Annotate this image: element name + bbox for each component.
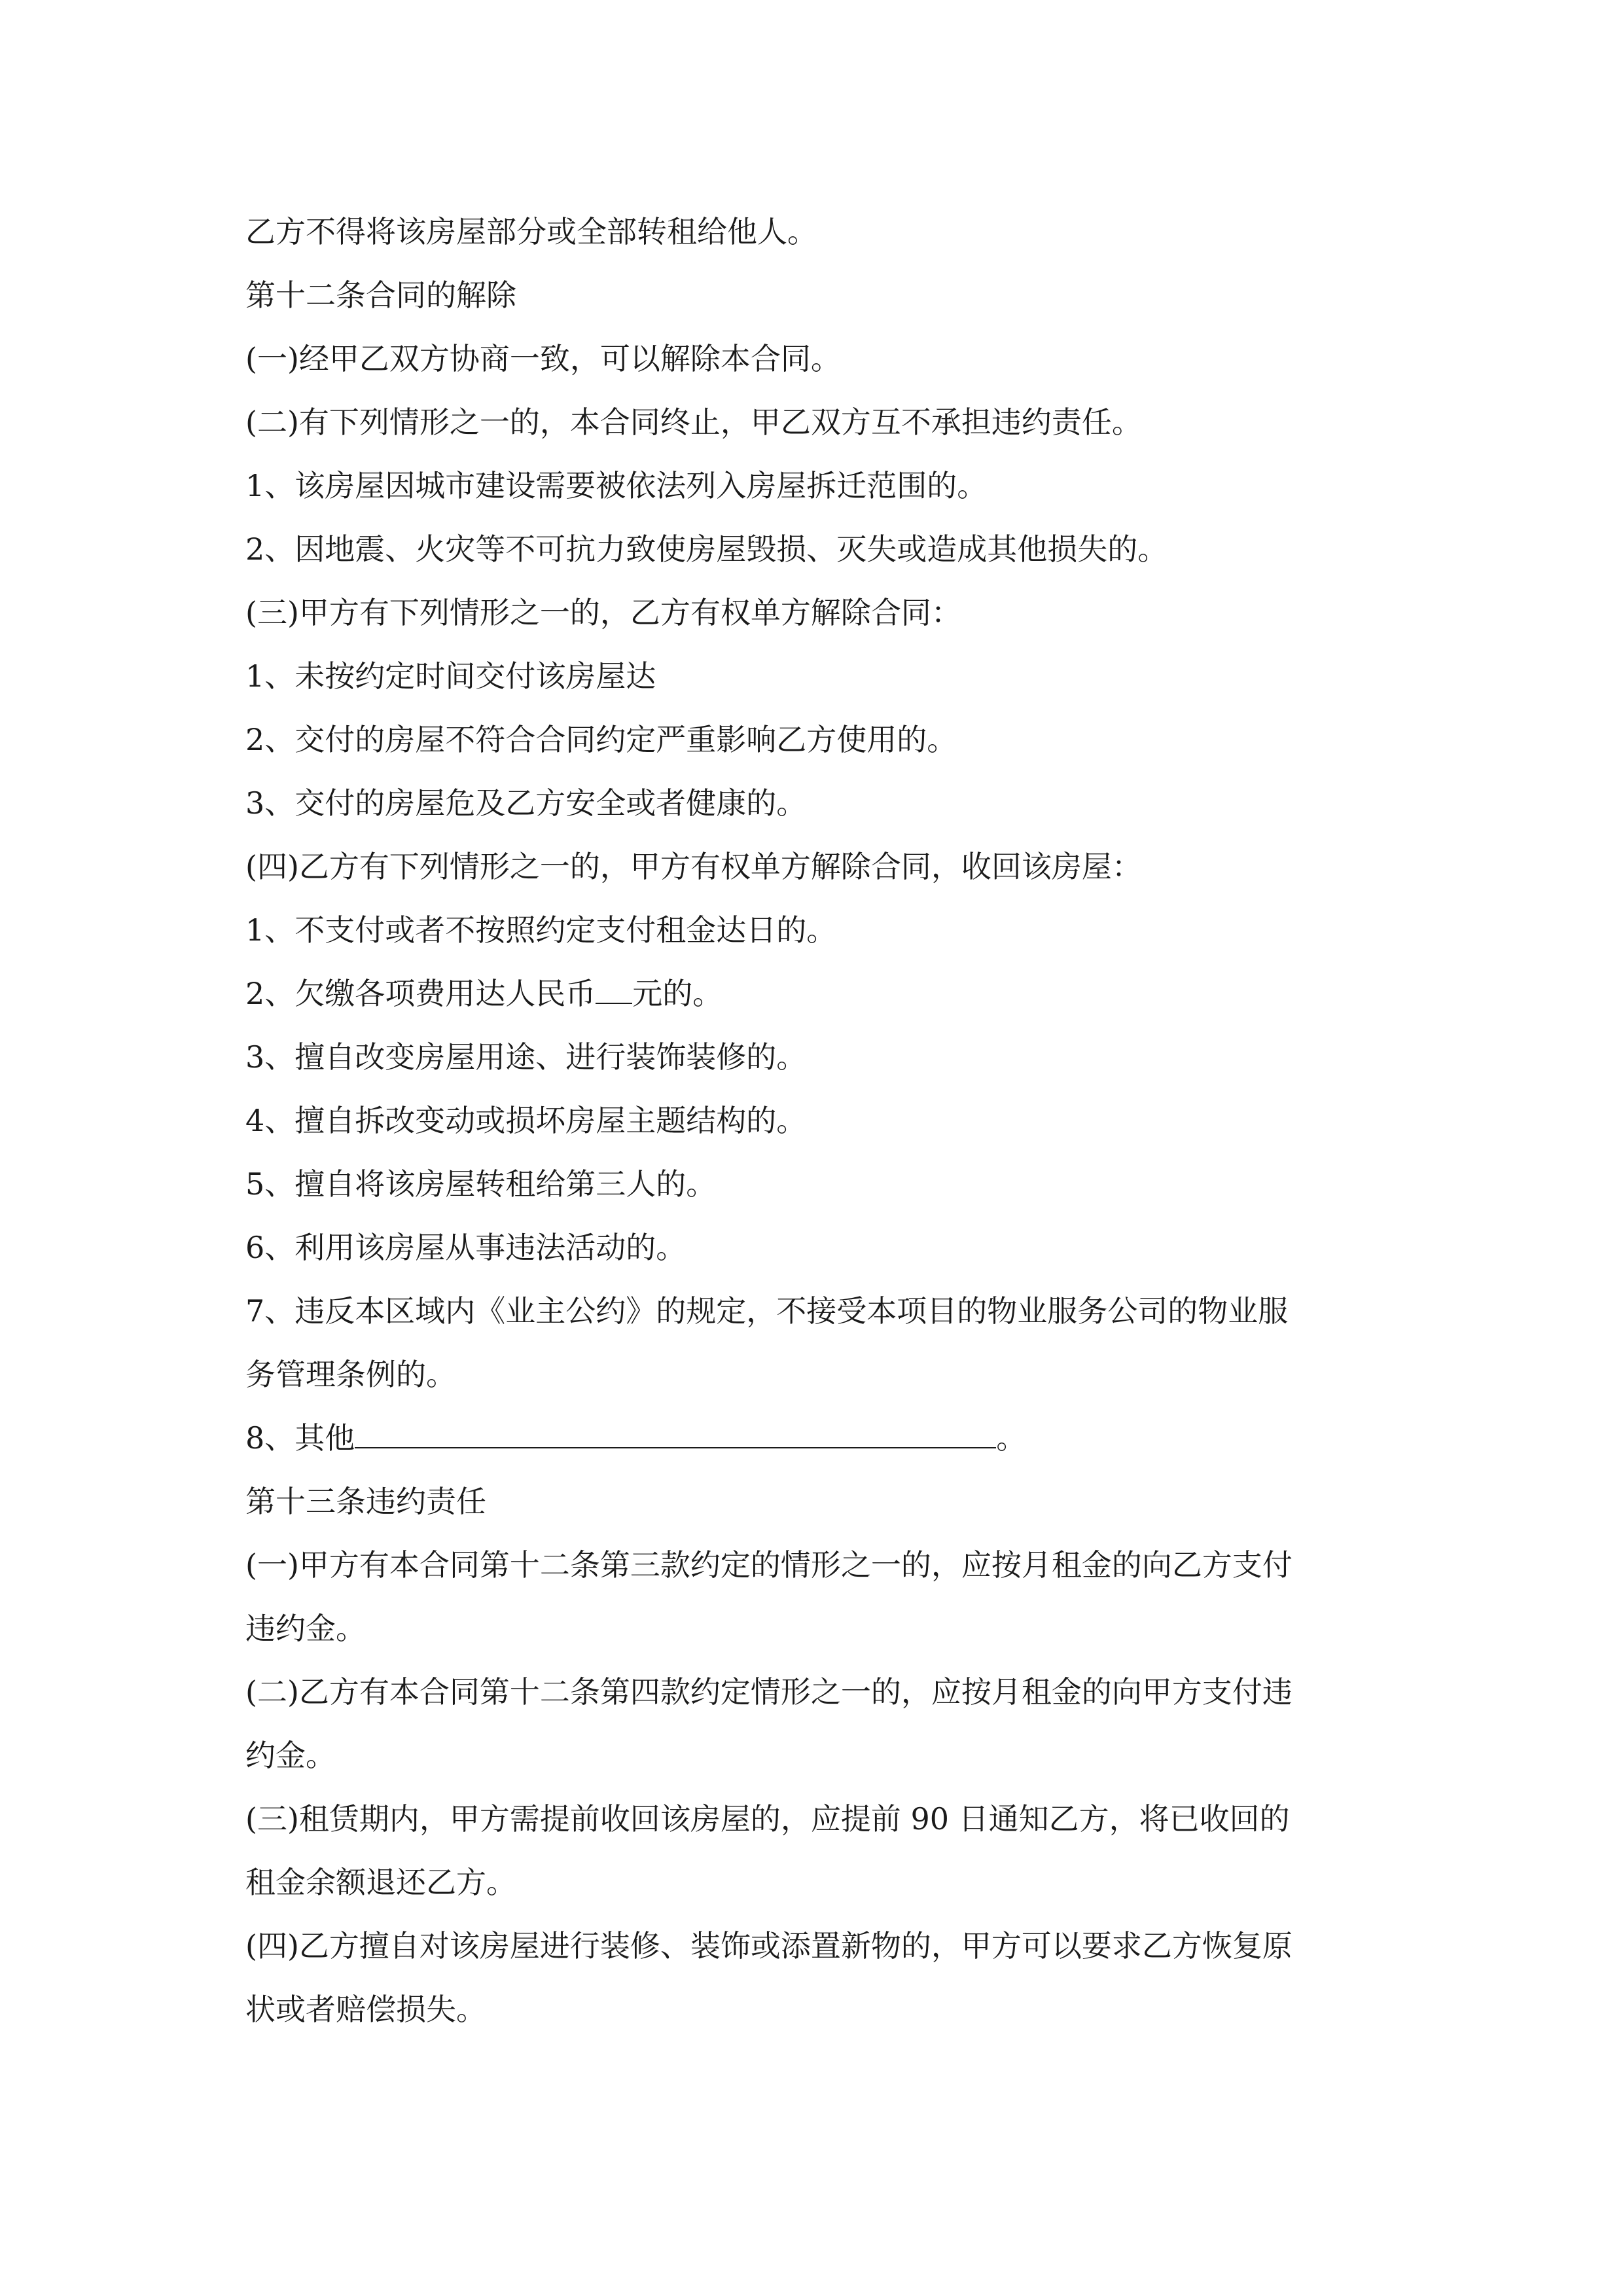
text-line: 5、擅自将该房屋转租给第三人的。	[245, 1166, 717, 1202]
text-line: 乙方不得将该房屋部分或全部转租给他人。	[245, 214, 817, 249]
text-line: (四)乙方有下列情形之一的，甲方有权单方解除合同，收回该房屋：	[245, 849, 1142, 884]
text-line: 1、该房屋因城市建设需要被依法列入房屋拆迁范围的。	[245, 468, 988, 503]
text-line: 3、擅自改变房屋用途、进行装饰装修的。	[245, 1039, 807, 1075]
text-line: 4、擅自拆改变动或损坏房屋主题结构的。	[245, 1103, 807, 1138]
text-line: 租金余额退还乙方。	[245, 1865, 516, 1900]
text-line: (四)乙方擅自对该房屋进行装修、装饰或添置新物的，甲方可以要求乙方恢复原	[245, 1928, 1293, 1964]
line-text: 元的。	[632, 976, 723, 1011]
text-line: 状或者赔偿损失。	[245, 1992, 486, 2027]
text-line: 1、未按约定时间交付该房屋达	[245, 658, 656, 694]
line-text: 8、其他	[245, 1420, 355, 1456]
line-text: 。	[996, 1420, 1027, 1456]
document-body	[245, 200, 1384, 2041]
text-line: 1、不支付或者不按照约定支付租金达日的。	[245, 912, 837, 948]
text-line: 务管理条例的。	[245, 1357, 456, 1392]
line-text: 2、欠缴各项费用达人民币	[245, 976, 596, 1011]
fill-in-blank[interactable]	[596, 977, 632, 1004]
text-line: 3、交付的房屋危及乙方安全或者健康的。	[245, 785, 807, 821]
text-line-with-blank	[245, 962, 1384, 1026]
text-line: (二)乙方有本合同第十二条第四款约定情形之一的，应按月租金的向甲方支付违	[245, 1674, 1293, 1710]
text-line: (三)甲方有下列情形之一的，乙方有权单方解除合同：	[245, 595, 961, 630]
text-line: (一)经甲乙双方协商一致，可以解除本合同。	[245, 341, 841, 376]
text-line: (一)甲方有本合同第十二条第三款约定的情形之一的，应按月租金的向乙方支付	[245, 1547, 1293, 1583]
text-line: (二)有下列情形之一的，本合同终止，甲乙双方互不承担违约责任。	[245, 404, 1142, 440]
text-line: 违约金。	[245, 1611, 366, 1646]
text-line: 6、利用该房屋从事违法活动的。	[245, 1230, 687, 1265]
text-line: (三)租赁期内，甲方需提前收回该房屋的，应提前 90 日通知乙方，将已收回的	[245, 1801, 1290, 1837]
text-line: 2、交付的房屋不符合合同约定严重影响乙方使用的。	[245, 722, 957, 757]
text-line: 2、因地震、火灾等不可抗力致使房屋毁损、灭失或造成其他损失的。	[245, 531, 1168, 567]
text-line-with-blank	[245, 1407, 1384, 1470]
text-line: 约金。	[245, 1738, 336, 1773]
section-heading: 第十三条违约责任	[245, 1484, 486, 1519]
section-heading: 第十二条合同的解除	[245, 278, 516, 313]
text-line: 7、违反本区域内《业主公约》的规定，不接受本项目的物业服务公司的物业服	[245, 1293, 1289, 1329]
fill-in-blank[interactable]	[355, 1421, 996, 1448]
